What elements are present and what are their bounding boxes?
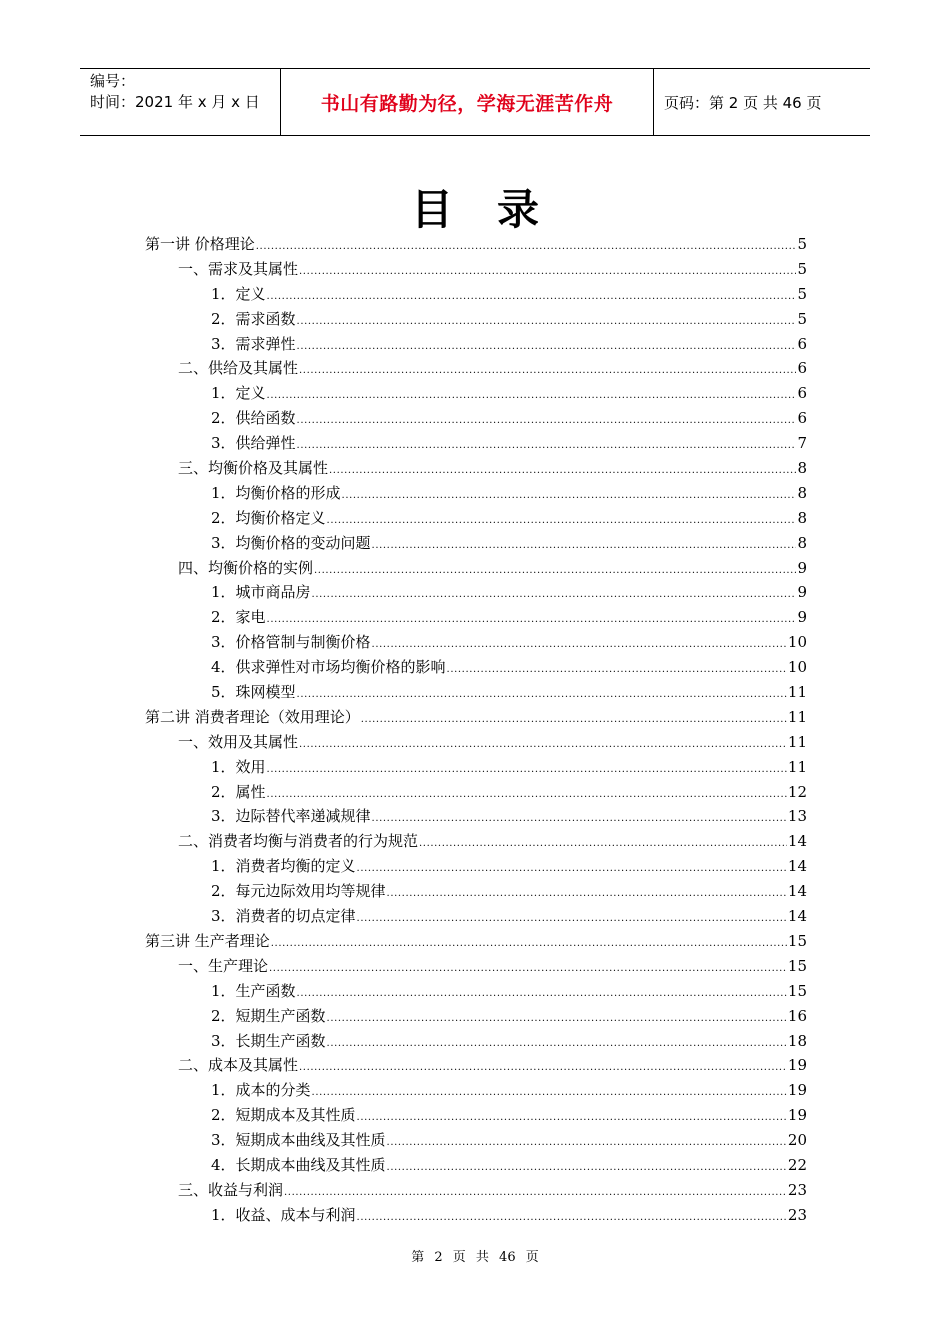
toc-dot-leader [312, 589, 797, 600]
toc-dot-leader [361, 714, 787, 725]
toc-entry[interactable] [145, 532, 807, 557]
toc-entry[interactable] [145, 880, 807, 905]
toc-dot-leader [372, 639, 787, 650]
toc-entry[interactable] [145, 1005, 807, 1030]
toc-entry-page: 9 [797, 558, 807, 577]
toc-dot-leader [312, 1087, 787, 1098]
toc-entry[interactable] [145, 557, 807, 582]
toc-entry-page: 5 [797, 259, 807, 278]
toc-entry-label: 三、收益与利润 [178, 1180, 284, 1199]
toc-entry-page: 22 [787, 1155, 807, 1174]
toc-entry-label: 2．属性 [211, 782, 266, 801]
toc-entry-page: 23 [787, 1205, 807, 1224]
toc-entry-label: 3．价格管制与制衡价格 [211, 633, 371, 652]
toc-entry[interactable] [145, 1154, 807, 1179]
toc-entry-page: 14 [787, 882, 807, 901]
toc-entry-label: 5．珠网模型 [211, 683, 296, 702]
toc-entry[interactable] [145, 1104, 807, 1129]
toc-entry-label: 四、均衡价格的实例 [178, 558, 314, 577]
toc-entry[interactable] [145, 656, 807, 681]
toc-entry[interactable] [145, 581, 807, 606]
toc-dot-leader [387, 888, 787, 899]
toc-dot-leader [299, 266, 796, 277]
toc-dot-leader [297, 689, 787, 700]
toc-dot-leader [267, 614, 797, 625]
toc-title: 目录 [410, 185, 583, 234]
toc-entry[interactable] [145, 507, 807, 532]
toc-entry[interactable] [145, 482, 807, 507]
toc-entry-page: 9 [797, 608, 807, 627]
toc-entry-label: 2．家电 [211, 608, 266, 627]
header-page-info: 页码：第 2 页 共 46 页 [664, 93, 822, 112]
toc-entry-page: 10 [787, 658, 807, 677]
toc-entry[interactable] [145, 930, 807, 955]
toc-entry-label: 第二讲 消费者理论（效用理论） [145, 707, 360, 726]
toc-entry-page: 8 [797, 533, 807, 552]
toc-entry[interactable] [145, 1030, 807, 1055]
toc-dot-leader [387, 1162, 787, 1173]
toc-entry[interactable] [145, 706, 807, 731]
toc-entry[interactable] [145, 905, 807, 930]
toc-entry-page: 14 [787, 832, 807, 851]
toc-entry[interactable] [145, 681, 807, 706]
header-time-label: 时间：2021 年 x 月 x 日 [90, 93, 260, 111]
toc-dot-leader [269, 963, 787, 974]
page-header [80, 68, 870, 136]
toc-entry-label: 1．定义 [211, 284, 266, 303]
toc-dot-leader [297, 415, 797, 426]
toc-entry-label: 3．长期生产函数 [211, 1031, 326, 1050]
toc-entry[interactable] [145, 1204, 807, 1229]
toc-entry-label: 二、成本及其属性 [178, 1056, 299, 1075]
toc-entry-label: 3．供给弹性 [211, 434, 296, 453]
toc-entry-label: 一、生产理论 [178, 956, 269, 975]
toc-entry-page: 9 [797, 583, 807, 602]
toc-dot-leader [267, 390, 797, 401]
toc-dot-leader [267, 789, 787, 800]
toc-dot-leader [329, 465, 796, 476]
toc-entry[interactable] [145, 980, 807, 1005]
toc-entry-page: 20 [787, 1131, 807, 1150]
toc-entry-page: 14 [787, 907, 807, 926]
toc-entry-page: 8 [797, 483, 807, 502]
toc-entry[interactable] [145, 631, 807, 656]
toc-entry-page: 14 [787, 857, 807, 876]
toc-entry-label: 二、消费者均衡与消费者的行为规范 [178, 832, 419, 851]
toc-entry[interactable] [145, 233, 807, 258]
toc-entry[interactable] [145, 756, 807, 781]
toc-entry-page: 5 [797, 284, 807, 303]
toc-entry-page: 19 [787, 1106, 807, 1125]
toc-entry[interactable] [145, 1179, 807, 1204]
toc-entry[interactable] [145, 1129, 807, 1154]
toc-dot-leader [271, 938, 787, 949]
toc-entry-page: 11 [787, 757, 807, 776]
toc-entry-label: 3．需求弹性 [211, 334, 296, 353]
toc-entry[interactable] [145, 432, 807, 457]
page-footer: 第 2 页 共 46 页 [411, 1250, 539, 1265]
toc-dot-leader [372, 540, 797, 551]
toc-dot-leader [342, 490, 797, 501]
toc-entry[interactable] [145, 357, 807, 382]
header-meta-cell [80, 69, 281, 135]
toc-entry-label: 1．城市商品房 [211, 583, 311, 602]
toc-dot-leader [419, 838, 787, 849]
toc-dot-leader [357, 913, 787, 924]
toc-entry-label: 2．均衡价格定义 [211, 508, 326, 527]
toc-entry-page: 15 [787, 956, 807, 975]
toc-entry-label: 3．短期成本曲线及其性质 [211, 1131, 386, 1150]
toc-entry-page: 6 [797, 359, 807, 378]
toc-entry-page: 18 [787, 1031, 807, 1050]
toc-entry-page: 6 [797, 384, 807, 403]
toc-entry[interactable] [145, 855, 807, 880]
toc-entry-label: 第一讲 价格理论 [145, 235, 255, 253]
toc-dot-leader [299, 1062, 787, 1073]
toc-entry-label: 4．供求弹性对市场均衡价格的影响 [211, 658, 446, 677]
toc-entry-label: 第三讲 生产者理论 [145, 931, 270, 950]
toc-entry[interactable] [145, 805, 807, 830]
toc-entry[interactable] [145, 308, 807, 333]
toc-dot-leader [447, 664, 787, 675]
toc-entry-label: 一、需求及其属性 [178, 259, 299, 278]
toc-dot-leader [297, 341, 797, 352]
toc-dot-leader [357, 863, 787, 874]
toc-entry-label: 2．供给函数 [211, 409, 296, 428]
toc-dot-leader [327, 515, 797, 526]
toc-dot-leader [372, 813, 787, 824]
toc-entry-label: 二、供给及其属性 [178, 359, 299, 378]
toc-entry-page: 11 [787, 732, 807, 751]
toc-entry[interactable] [145, 606, 807, 631]
toc-entry[interactable] [145, 731, 807, 756]
toc-entry-label: 1．定义 [211, 384, 266, 403]
toc-entry-label: 3．消费者的切点定律 [211, 907, 356, 926]
toc-entry-label: 2．短期成本及其性质 [211, 1106, 356, 1125]
toc-entry-page: 6 [797, 334, 807, 353]
toc-entry-label: 2．每元边际效用均等规律 [211, 882, 386, 901]
toc-entry-page: 5 [797, 309, 807, 328]
toc-entry-page: 11 [787, 707, 807, 726]
toc-entry[interactable] [145, 258, 807, 283]
toc-entry-page: 7 [797, 434, 807, 453]
toc-dot-leader [357, 1212, 787, 1223]
toc-entry-page: 5 [797, 235, 807, 253]
toc-entry[interactable] [145, 781, 807, 806]
toc-entry[interactable] [145, 830, 807, 855]
toc-entry-label: 3．均衡价格的变动问题 [211, 533, 371, 552]
toc-dot-leader [299, 365, 796, 376]
toc-dot-leader [327, 1013, 787, 1024]
toc-entry-label: 三、均衡价格及其属性 [178, 459, 329, 478]
toc-dot-leader [297, 988, 787, 999]
toc-entry[interactable] [145, 457, 807, 482]
toc-dot-leader [267, 764, 787, 775]
toc-entry-label: 4．长期成本曲线及其性质 [211, 1155, 386, 1174]
toc-dot-leader [297, 316, 797, 327]
toc-entry-page: 6 [797, 409, 807, 428]
toc-entry-page: 13 [787, 807, 807, 826]
toc-entry-page: 23 [787, 1180, 807, 1199]
toc-dot-leader [267, 291, 797, 302]
toc-entry-label: 1．效用 [211, 757, 266, 776]
toc-entry-page: 10 [787, 633, 807, 652]
toc-entry-page: 16 [787, 1006, 807, 1025]
toc-entry-page: 8 [797, 508, 807, 527]
toc-dot-leader [284, 1187, 787, 1198]
toc-entry[interactable] [145, 1054, 807, 1079]
toc-entry[interactable] [145, 955, 807, 980]
toc-entry[interactable] [145, 407, 807, 432]
toc-entry-label: 2．短期生产函数 [211, 1006, 326, 1025]
toc-dot-leader [299, 739, 787, 750]
toc-entry[interactable] [145, 283, 807, 308]
toc-entry-page: 12 [787, 782, 807, 801]
toc-entry[interactable] [145, 382, 807, 407]
toc-entry-label: 2．需求函数 [211, 309, 296, 328]
toc-entry-page: 19 [787, 1081, 807, 1100]
toc-entry-label: 3．边际替代率递减规律 [211, 807, 371, 826]
toc-entry-page: 8 [797, 459, 807, 478]
toc-dot-leader [297, 440, 797, 451]
table-of-contents [145, 233, 807, 1229]
toc-entry-label: 1．生产函数 [211, 981, 296, 1000]
toc-entry-page: 11 [787, 683, 807, 702]
toc-entry-label: 1．成本的分类 [211, 1081, 311, 1100]
header-motto: 书山有路勤为径，学海无涯苦作舟 [281, 69, 654, 135]
toc-entry-label: 1．均衡价格的形成 [211, 483, 341, 502]
header-number-label: 编号： [90, 72, 136, 90]
toc-entry-page: 15 [787, 981, 807, 1000]
toc-dot-leader [314, 565, 796, 576]
toc-dot-leader [256, 241, 797, 252]
toc-entry[interactable] [145, 333, 807, 358]
toc-entry-label: 1．消费者均衡的定义 [211, 857, 356, 876]
toc-dot-leader [387, 1137, 787, 1148]
toc-entry-label: 一、效用及其属性 [178, 732, 299, 751]
toc-dot-leader [357, 1112, 787, 1123]
toc-entry-page: 19 [787, 1056, 807, 1075]
toc-entry-page: 15 [787, 931, 807, 950]
toc-entry-label: 1．收益、成本与利润 [211, 1205, 356, 1224]
toc-dot-leader [327, 1038, 787, 1049]
toc-entry[interactable] [145, 1079, 807, 1104]
